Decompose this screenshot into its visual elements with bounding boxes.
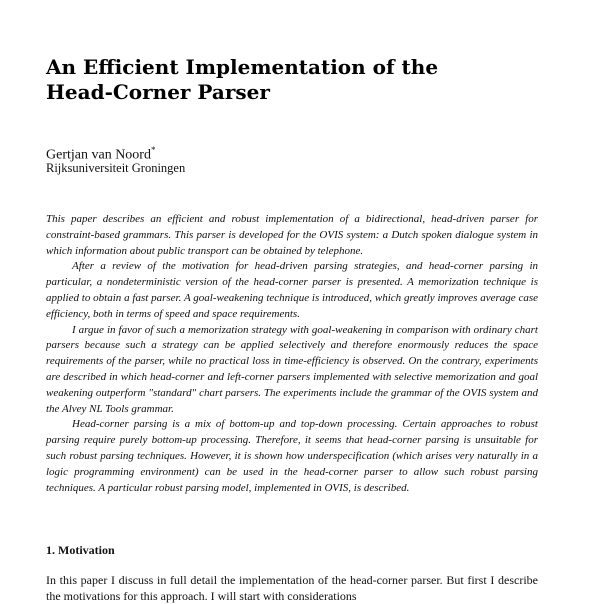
- author-affiliation: Rijksuniversiteit Groningen: [46, 161, 186, 175]
- abstract-paragraph-1: This paper describes an efficient and robust implementation of a bidirectional, head-driven parser for constraint-based grammars. This parser is developed for the OVIS system: a Dutch spoken dialogue system in which information about public transport can be obtained by telephone.: [46, 213, 538, 257]
- title-line-2: Head-Corner Parser: [46, 80, 270, 104]
- title-line-1: An Efficient Implementation of the: [46, 55, 439, 79]
- abstract-paragraph-2: After a review of the motivation for head-driven parsing strategies, and head-corner parsing in particular, a nondeterministic version of the head-corner parser is presented. A memorization technique is applied to obtain a fast parser. A goal-weakening technique is introduced, which greatly improves average case efficiency, both in terms of speed and space requirements.: [46, 260, 538, 320]
- body-paragraph: In this paper I discuss in full detail the implementation of the head-corner parser. But first I describe the motivations for this approach. I will start with considerations: [46, 573, 538, 603]
- abstract-paragraph-4: Head-corner parsing is a mix of bottom-up and top-down processing. Certain approaches to robust parsing require purely bottom-up processing. Therefore, it seems that head-corner parsing is unsuitable for such robust parsing techniques. However, it is shown how underspecification (which arises very naturally in a logic programming environment) can be used in the head-corner parser to allow such robust parsing techniques. A particular robust parsing model, implemented in OVIS, is described.: [46, 418, 538, 494]
- paper-title: [46, 55, 466, 105]
- section-body: [46, 572, 538, 604]
- abstract-paragraph-3: I argue in favor of such a memorization strategy with goal-weakening in comparison with ordinary chart parsers because such a strategy can be applied selectively and therefore enormously reduces the space requirements of the parser, while no practical loss in time-efficiency is observed. On the contrary, experiments are described in which head-corner and left-corner parsers implemented with selective memorization and goal weakening outperform "standard" chart parsers. The experiments include the grammar of the OVIS system and the Alvey NL Tools grammar.: [46, 323, 538, 415]
- author-name-text: Gertjan van Noord: [46, 147, 151, 163]
- author-footnote-mark: *: [150, 145, 156, 155]
- section-heading-motivation: 1. Motivation: [46, 543, 115, 557]
- abstract: [46, 212, 538, 496]
